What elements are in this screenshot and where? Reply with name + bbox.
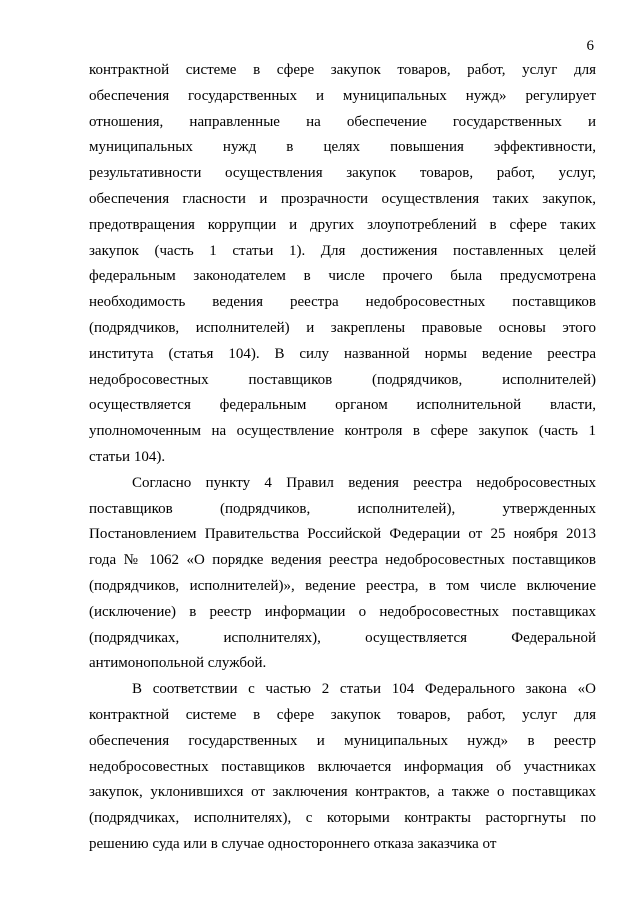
text-line: института (статья 104). В силу названной нормы ведение реестра: [89, 345, 596, 362]
paragraph: [89, 58, 596, 471]
text-line: Согласно пункту 4 Правил ведения реестра недобросовестных: [132, 474, 596, 491]
text-line: муниципальных нужд в целях повышения эффективности,: [89, 139, 596, 156]
text-line: закупок (часть 1 статьи 1). Для достижения поставленных целей: [89, 242, 596, 259]
text-line: решению суда или в случае одностороннего отказа заказчика от: [89, 835, 497, 852]
document-body: [89, 58, 596, 858]
text-line: (подрядчиков, исполнителей) и закреплены правовые основы этого: [89, 319, 596, 336]
text-line: обеспечения гласности и прозрачности осуществления таких закупок,: [89, 190, 596, 207]
text-line: контрактной системе в сфере закупок товаров, работ, услуг для: [89, 62, 596, 78]
paragraph: [89, 677, 596, 858]
text-line: федеральным законодателем в числе прочего была предусмотрена: [89, 268, 596, 285]
text-line: В соответствии с частью 2 статьи 104 Федерального закона «О: [132, 681, 596, 698]
text-line: (исключение) в реестр информации о недобросовестных поставщиках: [89, 603, 596, 620]
text-line: (подрядчиков, исполнителей)», ведение реестра, в том числе включение: [89, 577, 596, 594]
text-line: (подрядчиках, исполнителях), с которыми контракты расторгнуты по: [89, 810, 596, 827]
text-line: отношения, направленные на обеспечение государственных и: [89, 113, 596, 130]
text-line: антимонопольной службой.: [89, 655, 267, 672]
text-line: предотвращения коррупции и других злоупотреблений в сфере таких: [89, 216, 596, 233]
text-line: недобросовестных поставщиков (подрядчиков, исполнителей): [89, 371, 596, 388]
text-line: контрактной системе в сфере закупок товаров, работ, услуг для: [89, 706, 596, 723]
text-line: необходимость ведения реестра недобросовестных поставщиков: [89, 294, 596, 311]
text-line: недобросовестных поставщиков включается информация об участниках: [89, 758, 596, 775]
text-line: (подрядчиках, исполнителях), осуществляется Федеральной: [89, 629, 596, 646]
page-number: 6: [586, 38, 594, 54]
text-line: поставщиков (подрядчиков, исполнителей), утвержденных: [89, 500, 596, 517]
text-line: года № 1062 «О порядке ведения реестра недобросовестных поставщиков: [89, 552, 596, 569]
text-line: статьи 104).: [89, 448, 166, 465]
text-line: закупок, уклонившихся от заключения контрактов, а также о поставщиках: [89, 784, 596, 801]
text-line: уполномоченным на осуществление контроля в сфере закупок (часть 1: [89, 423, 596, 440]
text-line: осуществляется федеральным органом исполнительной власти,: [89, 397, 596, 414]
text-line: обеспечения государственных и муниципальных нужд» регулирует: [89, 87, 596, 104]
text-line: обеспечения государственных и муниципальных нужд» в реестр: [89, 732, 596, 749]
text-line: Постановлением Правительства Российской Федерации от 25 ноября 2013: [89, 526, 596, 543]
paragraph: [89, 471, 596, 677]
text-line: результативности осуществления закупок товаров, работ, услуг,: [89, 165, 596, 182]
